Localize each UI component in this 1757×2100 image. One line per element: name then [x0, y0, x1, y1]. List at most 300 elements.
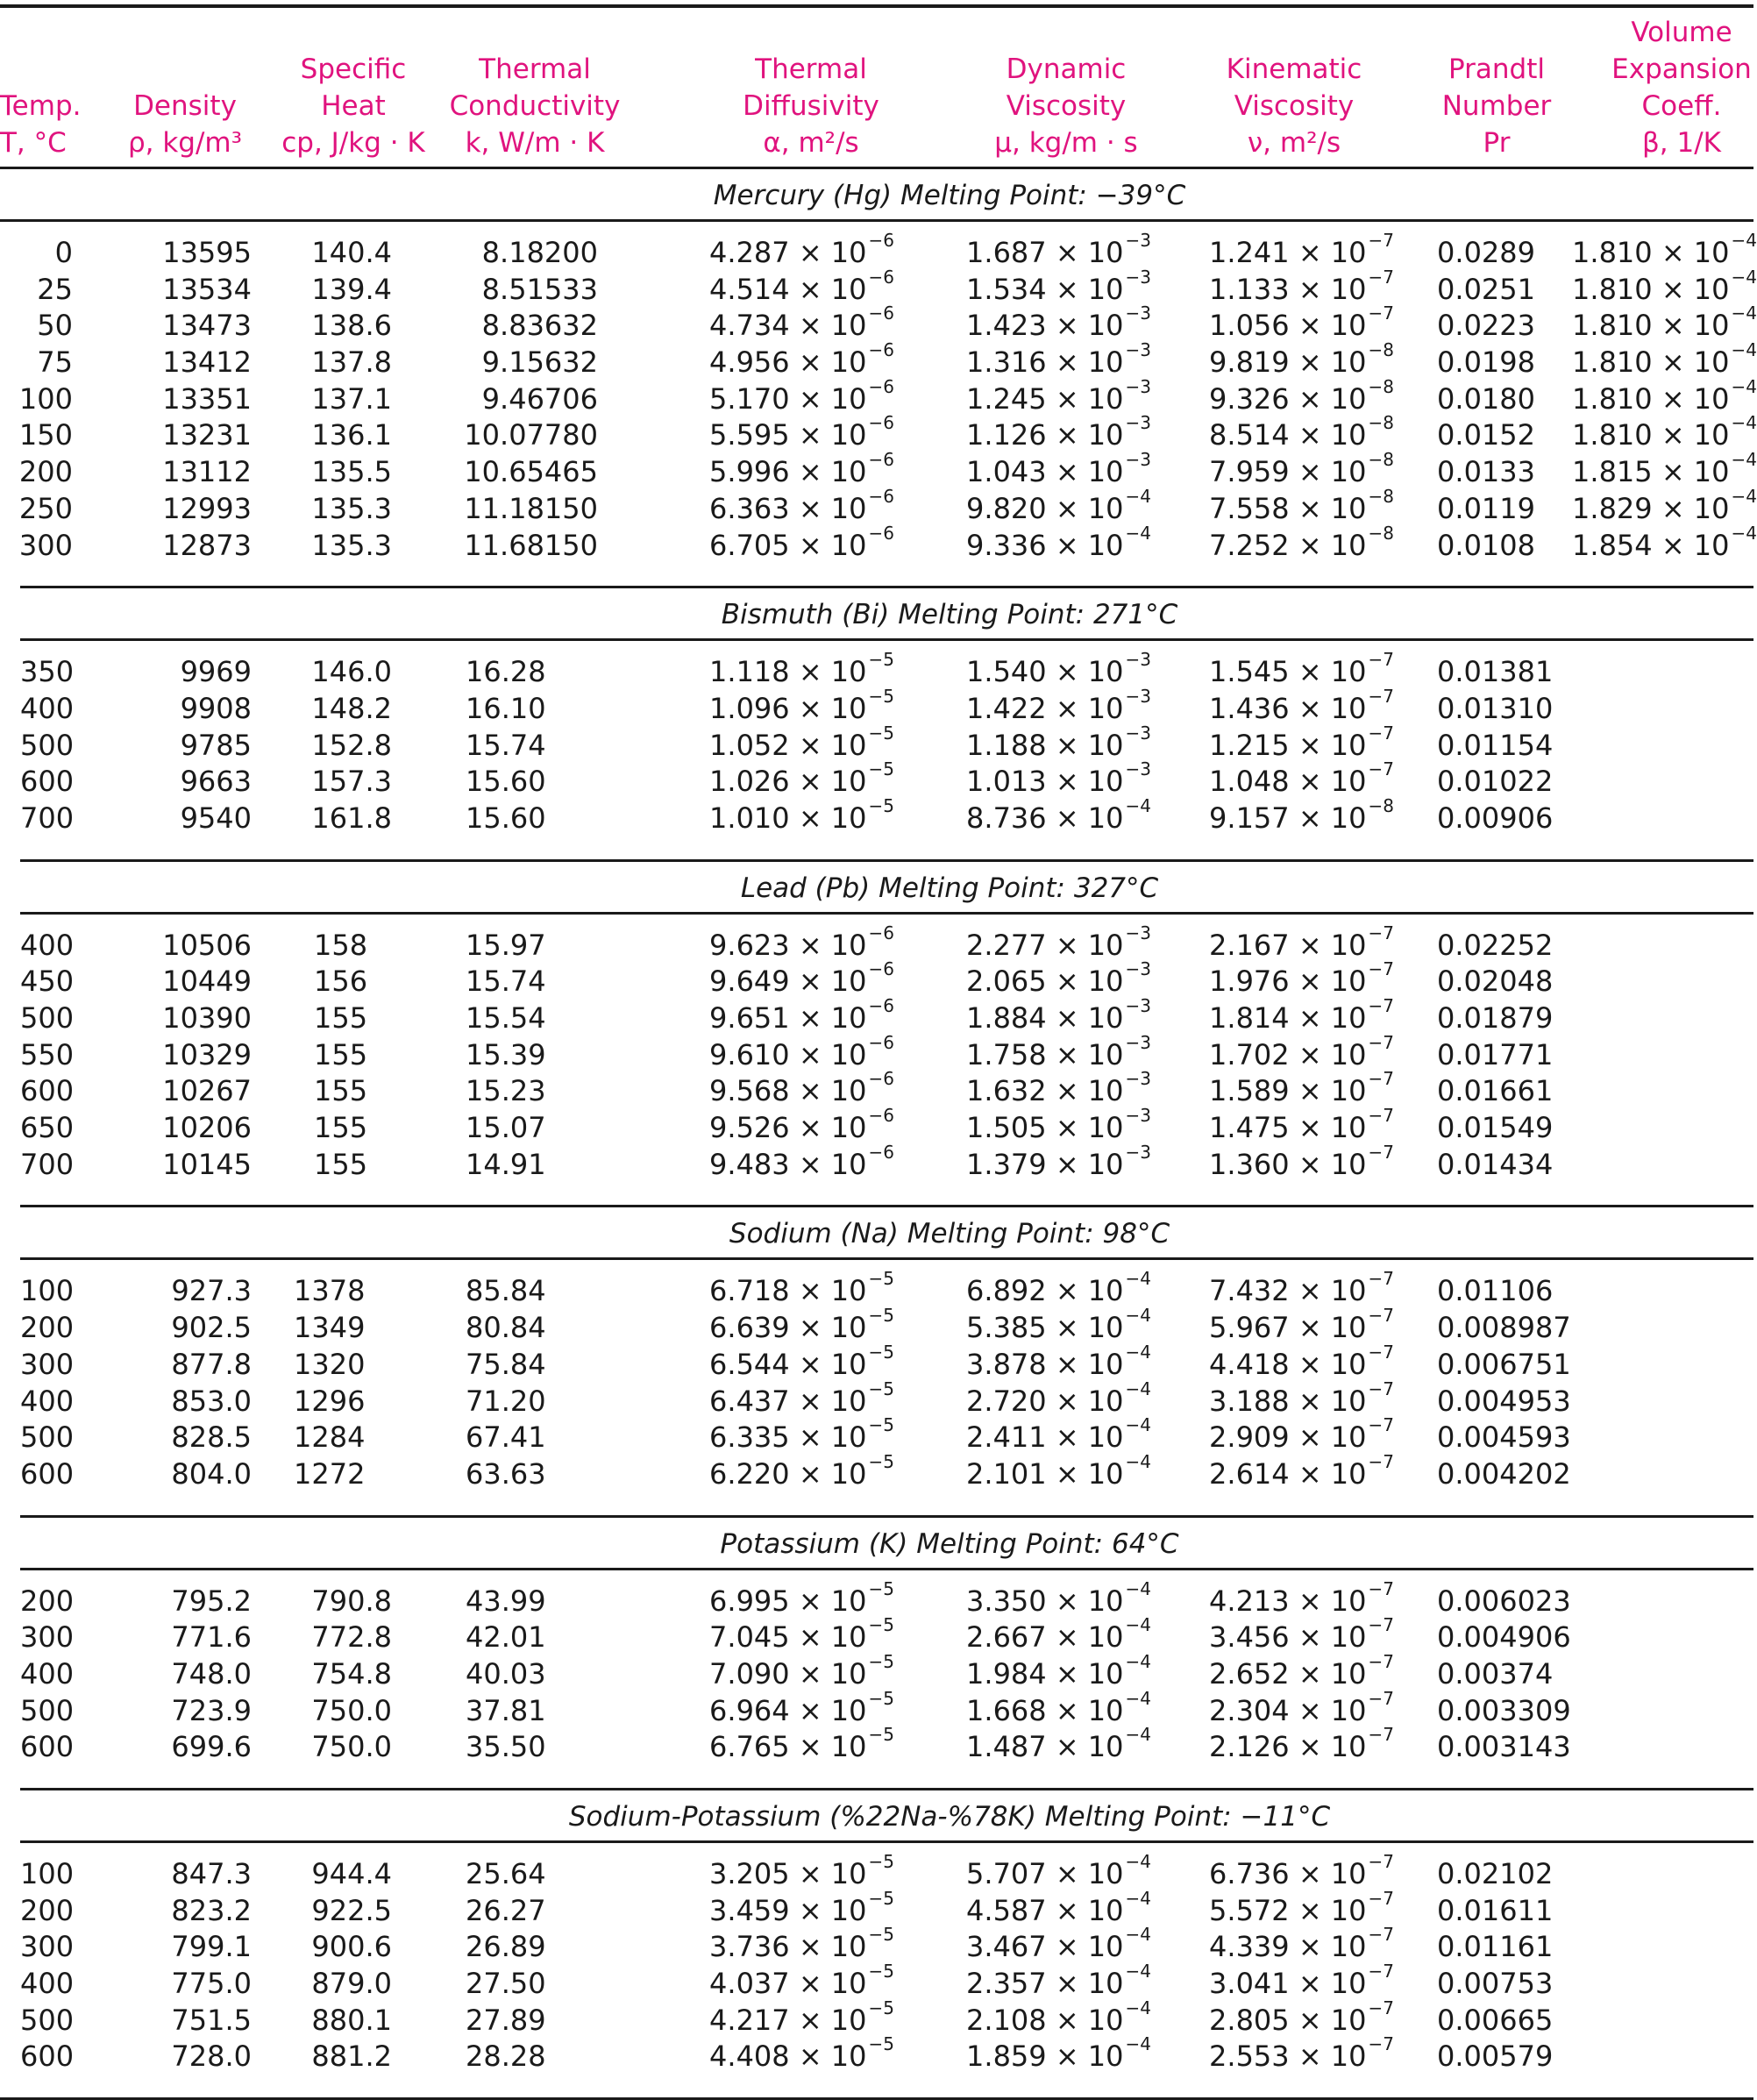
- mantissa: 9.610: [709, 1037, 790, 1071]
- mantissa: 1.702: [1209, 1037, 1290, 1071]
- cell-dynamic-viscosity: [966, 958, 1151, 1000]
- exponent: −7: [1368, 649, 1394, 671]
- cell-thermal-conductivity: 8.51533: [481, 272, 598, 306]
- mantissa: 4.037: [709, 1967, 790, 2001]
- cell-thermal-conductivity: 71.20: [466, 1384, 546, 1418]
- mantissa: 3.736: [709, 1930, 790, 1964]
- times-ten: × 10: [1289, 1420, 1367, 1455]
- exponent: −5: [868, 1414, 894, 1436]
- header-line: Pr: [1483, 127, 1511, 159]
- section-title: Sodium (Na) Melting Point: 98°C: [729, 1218, 1170, 1250]
- header-line: Volume: [1631, 17, 1732, 48]
- cell-dynamic-viscosity: [966, 1268, 1151, 1310]
- times-ten: × 10: [1289, 1001, 1367, 1035]
- cell-temperature: 400: [20, 1967, 75, 2001]
- cell-density: 748.0: [171, 1656, 252, 1691]
- times-ten: × 10: [789, 1347, 867, 1381]
- times-ten: × 10: [1289, 236, 1367, 269]
- exponent: −7: [1368, 1577, 1394, 1599]
- cell-prandtl-number: 0.01161: [1437, 1930, 1554, 1964]
- cell-temperature: 600: [20, 2039, 75, 2074]
- cell-kinematic-viscosity: [1209, 1031, 1394, 1074]
- exponent: −4: [1125, 1450, 1151, 1472]
- cell-thermal-diffusivity: [709, 1851, 894, 1893]
- table-row: [0, 2033, 1753, 2075]
- mantissa: 1.423: [966, 309, 1047, 343]
- exponent: −3: [1125, 339, 1151, 361]
- mantissa: 2.065: [966, 965, 1047, 999]
- header-dynamic-viscosity: [994, 51, 1137, 161]
- exponent: −5: [868, 1305, 894, 1327]
- mantissa: 1.096: [709, 691, 790, 725]
- cell-density: 13351: [162, 381, 252, 416]
- exponent: −7: [1368, 1851, 1394, 1872]
- section-lead: [0, 862, 1753, 1208]
- cell-temperature: 300: [20, 1620, 75, 1655]
- cell-density: 13534: [162, 272, 252, 306]
- header-line: T, °C: [0, 127, 67, 159]
- mantissa: 8.514: [1209, 418, 1290, 452]
- cell-temperature: 500: [20, 1001, 75, 1035]
- cell-volume-expansion-coeff: [1572, 303, 1757, 345]
- cell-density: 12993: [162, 491, 252, 525]
- cell-kinematic-viscosity: [1209, 722, 1394, 765]
- mantissa: 6.765: [709, 1730, 790, 1764]
- times-ten: × 10: [789, 1584, 867, 1618]
- exponent: −4: [1125, 2033, 1151, 2055]
- times-ten: × 10: [1289, 1074, 1367, 1108]
- header-line: ν, m²/s: [1247, 127, 1341, 159]
- cell-prandtl-number: 0.0119: [1437, 491, 1535, 525]
- cell-prandtl-number: 0.0152: [1437, 418, 1535, 452]
- cell-thermal-conductivity: 8.83632: [481, 309, 598, 343]
- cell-specific-heat: 152.8: [311, 728, 392, 762]
- times-ten: × 10: [1652, 491, 1730, 525]
- exponent: −6: [868, 230, 894, 251]
- cell-thermal-conductivity: 16.10: [466, 691, 546, 725]
- times-ten: × 10: [789, 309, 867, 343]
- table-header: [0, 9, 1753, 167]
- exponent: −4: [1731, 230, 1757, 251]
- exponent: −3: [1125, 1105, 1151, 1127]
- times-ten: × 10: [1289, 418, 1367, 452]
- times-ten: × 10: [1046, 1857, 1124, 1890]
- times-ten: × 10: [1289, 1456, 1367, 1491]
- cell-thermal-conductivity: 80.84: [466, 1311, 546, 1345]
- exponent: −6: [868, 1141, 894, 1163]
- mantissa: 1.810: [1572, 381, 1653, 416]
- exponent: −7: [1368, 685, 1394, 707]
- cell-density: 728.0: [171, 2039, 252, 2074]
- cell-dynamic-viscosity: [966, 1377, 1151, 1420]
- cell-specific-heat: 1296: [294, 1384, 366, 1418]
- mantissa: 9.336: [966, 528, 1047, 562]
- mantissa: 1.810: [1572, 236, 1653, 269]
- cell-thermal-conductivity: 26.89: [466, 1930, 546, 1964]
- cell-kinematic-viscosity: [1209, 1577, 1394, 1620]
- cell-dynamic-viscosity: [966, 1851, 1151, 1893]
- cell-thermal-conductivity: 28.28: [466, 2039, 546, 2074]
- cell-kinematic-viscosity: [1209, 1268, 1394, 1310]
- times-ten: × 10: [1289, 1730, 1367, 1764]
- mantissa: 4.956: [709, 345, 790, 380]
- cell-temperature: 0: [54, 236, 73, 269]
- cell-thermal-diffusivity: [709, 1887, 894, 1930]
- cell-dynamic-viscosity: [966, 1924, 1151, 1966]
- mantissa: 1.379: [966, 1147, 1047, 1181]
- cell-density: 795.2: [171, 1584, 252, 1618]
- exponent: −5: [868, 1650, 894, 1672]
- mantissa: 1.048: [1209, 765, 1290, 799]
- times-ten: × 10: [789, 418, 867, 452]
- times-ten: × 10: [1289, 1656, 1367, 1691]
- exponent: −4: [1125, 1961, 1151, 1983]
- exponent: −4: [1731, 522, 1757, 544]
- exponent: −6: [868, 958, 894, 980]
- mantissa: 4.213: [1209, 1584, 1290, 1618]
- cell-specific-heat: 155: [314, 1111, 368, 1145]
- exponent: −5: [868, 1577, 894, 1599]
- exponent: −4: [1731, 375, 1757, 397]
- cell-thermal-diffusivity: [709, 375, 894, 418]
- cell-volume-expansion-coeff: [1572, 412, 1757, 454]
- section-potassium: [0, 1518, 1753, 1790]
- times-ten: × 10: [1046, 1420, 1124, 1455]
- cell-prandtl-number: 0.00665: [1437, 2003, 1554, 2037]
- mantissa: 2.167: [1209, 928, 1290, 962]
- cell-density: 10390: [162, 1001, 252, 1035]
- times-ten: × 10: [789, 1656, 867, 1691]
- times-ten: × 10: [789, 491, 867, 525]
- exponent: −4: [1125, 794, 1151, 816]
- times-ten: × 10: [789, 2003, 867, 2037]
- mantissa: 9.568: [709, 1074, 790, 1108]
- cell-kinematic-viscosity: [1209, 449, 1394, 491]
- cell-thermal-conductivity: 27.89: [466, 2003, 546, 2037]
- cell-temperature: 400: [20, 691, 75, 725]
- exponent: −6: [868, 266, 894, 288]
- cell-prandtl-number: 0.0180: [1437, 381, 1535, 416]
- cell-thermal-conductivity: 15.23: [466, 1074, 546, 1108]
- cell-prandtl-number: 0.02048: [1437, 965, 1554, 999]
- mantissa: 3.878: [966, 1347, 1047, 1381]
- cell-dynamic-viscosity: [966, 1687, 1151, 1730]
- exponent: −5: [868, 722, 894, 744]
- cell-density: 799.1: [171, 1930, 252, 1964]
- section-title: Lead (Pb) Melting Point: 327°C: [740, 872, 1159, 904]
- exponent: −5: [868, 1614, 894, 1636]
- cell-prandtl-number: 0.004906: [1437, 1620, 1571, 1655]
- mantissa: 9.651: [709, 1001, 790, 1035]
- mantissa: 1.010: [709, 801, 790, 835]
- cell-kinematic-viscosity: [1209, 1450, 1394, 1493]
- cell-specific-heat: 135.3: [311, 528, 392, 562]
- cell-kinematic-viscosity: [1209, 1377, 1394, 1420]
- cell-thermal-conductivity: 15.74: [466, 728, 546, 762]
- cell-temperature: 500: [20, 728, 75, 762]
- mantissa: 6.363: [709, 491, 790, 525]
- cell-temperature: 350: [20, 655, 75, 689]
- cell-density: 9540: [180, 801, 252, 835]
- mantissa: 1.854: [1572, 528, 1653, 562]
- cell-specific-heat: 158: [314, 928, 368, 962]
- times-ten: × 10: [1289, 528, 1367, 562]
- cell-kinematic-viscosity: [1209, 995, 1394, 1037]
- cell-temperature: 400: [20, 1656, 75, 1691]
- cell-temperature: 50: [37, 309, 73, 343]
- cell-density: 9663: [180, 765, 252, 799]
- mantissa: 6.736: [1209, 1857, 1290, 1890]
- times-ten: × 10: [1289, 1274, 1367, 1308]
- mantissa: 1.534: [966, 272, 1047, 306]
- cell-dynamic-viscosity: [966, 649, 1151, 691]
- cell-thermal-conductivity: 43.99: [466, 1584, 546, 1618]
- exponent: −8: [1368, 375, 1394, 397]
- cell-thermal-diffusivity: [709, 449, 894, 491]
- cell-prandtl-number: 0.003309: [1437, 1693, 1571, 1727]
- mantissa: 1.589: [1209, 1074, 1290, 1108]
- exponent: −5: [868, 649, 894, 671]
- cell-density: 853.0: [171, 1384, 252, 1418]
- cell-dynamic-viscosity: [966, 1961, 1151, 2003]
- cell-thermal-diffusivity: [709, 794, 894, 837]
- times-ten: × 10: [789, 1074, 867, 1108]
- cell-temperature: 550: [20, 1037, 75, 1071]
- mantissa: 1.052: [709, 728, 790, 762]
- exponent: −7: [1368, 958, 1394, 980]
- mantissa: 1.815: [1572, 455, 1653, 489]
- exponent: −7: [1368, 1031, 1394, 1053]
- cell-dynamic-viscosity: [966, 1614, 1151, 1656]
- cell-temperature: 400: [20, 928, 75, 962]
- cell-thermal-diffusivity: [709, 1961, 894, 2003]
- exponent: −4: [1125, 522, 1151, 544]
- cell-thermal-diffusivity: [709, 1377, 894, 1420]
- mantissa: 9.649: [709, 965, 790, 999]
- cell-thermal-diffusivity: [709, 1614, 894, 1656]
- cell-prandtl-number: 0.01879: [1437, 1001, 1554, 1035]
- times-ten: × 10: [1046, 1111, 1124, 1145]
- times-ten: × 10: [789, 765, 867, 799]
- cell-dynamic-viscosity: [966, 1305, 1151, 1347]
- cell-temperature: 75: [37, 345, 73, 380]
- exponent: −7: [1368, 1924, 1394, 1946]
- table-row: [0, 1450, 1753, 1493]
- cell-thermal-conductivity: 10.07780: [464, 418, 598, 452]
- cell-density: 9785: [180, 728, 252, 762]
- times-ten: × 10: [789, 801, 867, 835]
- mantissa: 8.736: [966, 801, 1047, 835]
- exponent: −5: [868, 1268, 894, 1290]
- mantissa: 5.967: [1209, 1311, 1290, 1345]
- mantissa: 1.013: [966, 765, 1047, 799]
- mantissa: 4.217: [709, 2003, 790, 2037]
- times-ten: × 10: [789, 236, 867, 269]
- cell-dynamic-viscosity: [966, 375, 1151, 418]
- times-ten: × 10: [1046, 655, 1124, 689]
- cell-thermal-diffusivity: [709, 1068, 894, 1110]
- times-ten: × 10: [1046, 1456, 1124, 1491]
- exponent: −7: [1368, 1268, 1394, 1290]
- header-line: Expansion: [1611, 53, 1752, 85]
- cell-dynamic-viscosity: [966, 1650, 1151, 1693]
- cell-density: 10449: [162, 965, 252, 999]
- mantissa: 1.859: [966, 2039, 1047, 2074]
- mantissa: 4.287: [709, 236, 790, 269]
- header-line: Heat: [321, 90, 386, 122]
- mantissa: 4.418: [1209, 1347, 1290, 1381]
- exponent: −7: [1368, 266, 1394, 288]
- mantissa: 3.205: [709, 1857, 790, 1890]
- times-ten: × 10: [1652, 381, 1730, 416]
- mantissa: 6.718: [709, 1274, 790, 1308]
- cell-density: 751.5: [171, 2003, 252, 2037]
- times-ten: × 10: [789, 2039, 867, 2074]
- times-ten: × 10: [1289, 2039, 1367, 2074]
- exponent: −7: [1368, 758, 1394, 780]
- mantissa: 5.572: [1209, 1893, 1290, 1927]
- times-ten: × 10: [1289, 1930, 1367, 1964]
- cell-prandtl-number: 0.01611: [1437, 1893, 1554, 1927]
- mantissa: 1.884: [966, 1001, 1047, 1035]
- cell-density: 10267: [162, 1074, 252, 1108]
- exponent: −7: [1368, 1961, 1394, 1983]
- exponent: −3: [1125, 1031, 1151, 1053]
- times-ten: × 10: [789, 1001, 867, 1035]
- times-ten: × 10: [1289, 965, 1367, 999]
- table-body: [0, 169, 1757, 2100]
- cell-kinematic-viscosity: [1209, 412, 1394, 454]
- exponent: −7: [1368, 1687, 1394, 1709]
- cell-thermal-diffusivity: [709, 1997, 894, 2039]
- cell-temperature: 100: [20, 1274, 75, 1308]
- cell-dynamic-viscosity: [966, 266, 1151, 309]
- times-ten: × 10: [1046, 1656, 1124, 1691]
- cell-prandtl-number: 0.01022: [1437, 765, 1554, 799]
- cell-dynamic-viscosity: [966, 1105, 1151, 1147]
- cell-prandtl-number: 0.00906: [1437, 801, 1554, 835]
- cell-density: 877.8: [171, 1347, 252, 1381]
- times-ten: × 10: [789, 345, 867, 380]
- cell-volume-expansion-coeff: [1572, 230, 1757, 272]
- times-ten: × 10: [1289, 801, 1367, 835]
- exponent: −4: [1125, 1924, 1151, 1946]
- times-ten: × 10: [1289, 345, 1367, 380]
- cell-thermal-diffusivity: [709, 685, 894, 728]
- cell-specific-heat: 754.8: [311, 1656, 392, 1691]
- times-ten: × 10: [1289, 765, 1367, 799]
- mantissa: 2.357: [966, 1967, 1047, 2001]
- mantissa: 6.544: [709, 1347, 790, 1381]
- times-ten: × 10: [1046, 491, 1124, 525]
- section-title: Potassium (K) Melting Point: 64°C: [720, 1527, 1179, 1560]
- header-line: Coeff.: [1641, 90, 1722, 122]
- cell-prandtl-number: 0.003143: [1437, 1730, 1571, 1764]
- cell-thermal-conductivity: 15.39: [466, 1037, 546, 1071]
- times-ten: × 10: [1046, 691, 1124, 725]
- cell-density: 13412: [162, 345, 252, 380]
- exponent: −5: [868, 2033, 894, 2055]
- cell-dynamic-viscosity: [966, 995, 1151, 1037]
- cell-prandtl-number: 0.01661: [1437, 1074, 1554, 1108]
- header-thermal-diffusivity: [743, 51, 879, 161]
- mantissa: 3.188: [1209, 1384, 1290, 1418]
- mantissa: 7.252: [1209, 528, 1290, 562]
- mantissa: 1.810: [1572, 418, 1653, 452]
- cell-thermal-conductivity: 15.60: [466, 765, 546, 799]
- cell-density: 847.3: [171, 1857, 252, 1890]
- mantissa: 9.157: [1209, 801, 1290, 835]
- mantissa: 1.545: [1209, 655, 1290, 689]
- cell-dynamic-viscosity: [966, 722, 1151, 765]
- cell-kinematic-viscosity: [1209, 1851, 1394, 1893]
- times-ten: × 10: [1046, 1037, 1124, 1071]
- times-ten: × 10: [1046, 1347, 1124, 1381]
- cell-kinematic-viscosity: [1209, 685, 1394, 728]
- times-ten: × 10: [1046, 728, 1124, 762]
- mantissa: 9.819: [1209, 345, 1290, 380]
- cell-density: 13473: [162, 309, 252, 343]
- exponent: −5: [868, 794, 894, 816]
- cell-thermal-conductivity: 63.63: [466, 1456, 546, 1491]
- header-line: Prandtl: [1448, 53, 1545, 85]
- times-ten: × 10: [1289, 1347, 1367, 1381]
- cell-density: 12873: [162, 528, 252, 562]
- cell-specific-heat: 1272: [294, 1456, 366, 1491]
- exponent: −6: [868, 1105, 894, 1127]
- cell-temperature: 700: [20, 801, 75, 835]
- mantissa: 5.707: [966, 1857, 1047, 1890]
- cell-density: 775.0: [171, 1967, 252, 2001]
- cell-thermal-conductivity: 10.65465: [464, 455, 598, 489]
- cell-prandtl-number: 0.01106: [1437, 1274, 1554, 1308]
- cell-density: 823.2: [171, 1893, 252, 1927]
- cell-specific-heat: 750.0: [311, 1693, 392, 1727]
- cell-density: 9908: [180, 691, 252, 725]
- cell-dynamic-viscosity: [966, 449, 1151, 491]
- cell-temperature: 500: [20, 2003, 75, 2037]
- times-ten: × 10: [1046, 1730, 1124, 1764]
- exponent: −6: [868, 412, 894, 434]
- exponent: −6: [868, 303, 894, 324]
- exponent: −7: [1368, 1068, 1394, 1090]
- exponent: −5: [868, 685, 894, 707]
- cell-prandtl-number: 0.01381: [1437, 655, 1554, 689]
- cell-specific-heat: 139.4: [311, 272, 392, 306]
- cell-kinematic-viscosity: [1209, 1650, 1394, 1693]
- cell-specific-heat: 790.8: [311, 1584, 392, 1618]
- times-ten: × 10: [1046, 455, 1124, 489]
- mantissa: 6.639: [709, 1311, 790, 1345]
- cell-prandtl-number: 0.0223: [1437, 309, 1535, 343]
- cell-density: 723.9: [171, 1693, 252, 1727]
- cell-dynamic-viscosity: [966, 485, 1151, 528]
- cell-density: 771.6: [171, 1620, 252, 1655]
- cell-thermal-diffusivity: [709, 2033, 894, 2075]
- exponent: −4: [1125, 1887, 1151, 1909]
- exponent: −7: [1368, 1341, 1394, 1363]
- times-ten: × 10: [1046, 1311, 1124, 1345]
- cell-thermal-diffusivity: [709, 995, 894, 1037]
- times-ten: × 10: [789, 1384, 867, 1418]
- cell-volume-expansion-coeff: [1572, 266, 1757, 309]
- cell-prandtl-number: 0.01434: [1437, 1147, 1554, 1181]
- exponent: −3: [1125, 412, 1151, 434]
- mantissa: 5.996: [709, 455, 790, 489]
- mantissa: 1.540: [966, 655, 1047, 689]
- cell-density: 10506: [162, 928, 252, 962]
- cell-dynamic-viscosity: [966, 1450, 1151, 1493]
